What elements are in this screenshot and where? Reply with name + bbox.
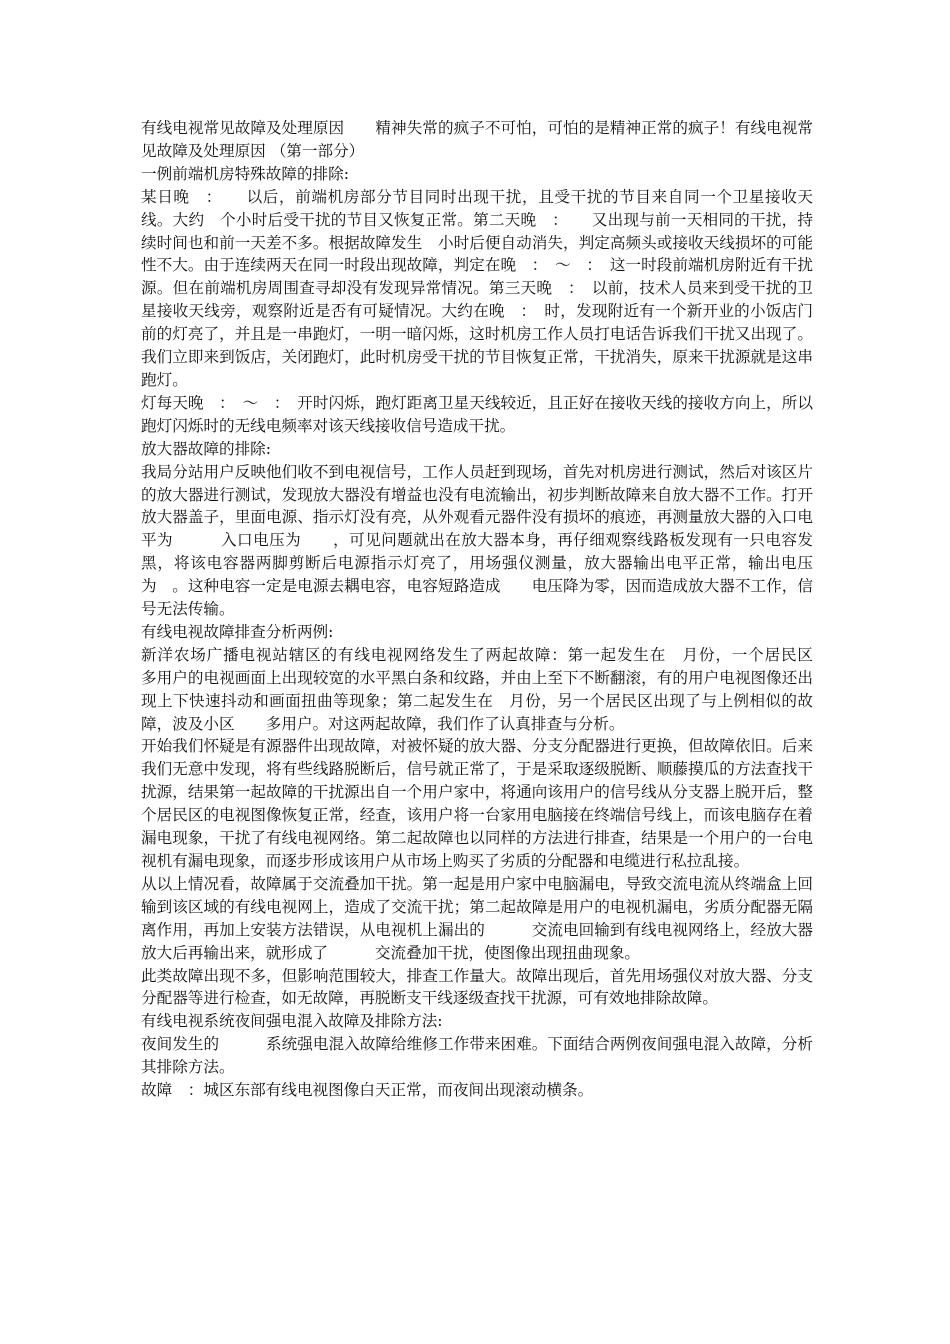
document-page	[141, 117, 845, 1102]
section-heading-front-end-fault: 一例前端机房特殊故障的排除:	[141, 164, 349, 183]
body-paragraph: 新洋农场广播电视站辖区的有线电视网络发生了两起故障：第一起发生在 月份，一个居民区 多用户的电视画面上出现较宽的水平黑白条和纹路，并由上至下不断翻滚，有的用户电视图像还出现上下快速抖动和画面扭曲等现象；第二起发生在 月份，另一个居民区出现了与上例相似的故障，波及小区 多用户。对这两起故障，我们作了认真排查与分析。	[141, 645, 845, 733]
body-paragraph: 灯每天晚 ： ～ ： 开时闪烁，跑灯距离卫星天线较近，且正好在接收天线的接收方向上，所以跑灯闪烁时的无线电频率对该天线接收信号造成干扰。	[141, 393, 813, 435]
body-paragraph: 从以上情况看，故障属于交流叠加干扰。第一起是用户家中电脑漏电，导致交流电流从终端盒上回输到该区域的有线电视网上，造成了交流干扰；第二起故障是用户的电视机漏电，劣质分配器无隔离作用，再加上安装方法错误，从电视机上漏出的 交流电回输到有线电视网络上，经放大器放大后再输出来，就形成了 交流叠加干扰，使图像出现扭曲现象。	[141, 874, 813, 962]
section-heading-amplifier-fault: 放大器故障的排除:	[141, 439, 272, 458]
body-paragraph: 故障 ：城区东部有线电视图像白天正常，而夜间出现滚动横条。	[141, 1081, 594, 1100]
body-paragraph: 开始我们怀疑是有源器件出现故障，对被怀疑的放大器、分支分配器进行更换，但故障依旧。后来我们无意中发现，将有些线路脱断后，信号就正常了，于是采取逐级脱断、顺藤摸瓜的方法查找干扰源，结果第一起故障的干扰源出自一个用户家中，将通向该用户的信号线从分支器上脱开后，整个居民区的电视图像恢复正常，经查，该用户将一台家用电脑接在终端信号线上，而该电脑存在着漏电现象，干扰了有线电视网络。第二起故障也以同样的方法进行排查，结果是一个用户的一台电视机有漏电现象，而逐步形成该用户从市场上购买了劣质的分配器和电缆进行私拉乱接。	[141, 737, 813, 870]
body-paragraph: 我局分站用户反映他们收不到电视信号，工作人员赶到现场，首先对机房进行测试，然后对该区片的放大器进行测试，发现放大器没有增益也没有电流输出，初步判断故障来自放大器不工作。打开放大器盖子，里面电源、指示灯没有亮，从外观看元器件没有损坏的痕迹，再测量放大器的入口电平为 入口电压为 ，可见问题就出在放大器本身，再仔细观察线路板发现有一只电容发黑，将该电容器两脚剪断后电源指示灯亮了，用场强仪测量，放大器输出电平正常，输出电压为 。这种电容一定是电源去耦电容，电容短路造成 电压降为零，因而造成放大器不工作，信号无法传输。	[141, 462, 813, 619]
document-title-paragraph: 有线电视常见故障及处理原因 精神失常的疯子不可怕，可怕的是精神正常的疯子！有线电视常见故障及处理原因 （第一部分）	[141, 119, 813, 160]
section-heading-two-cases: 有线电视故障排查分析两例:	[141, 622, 334, 641]
section-heading-night-interference: 有线电视系统夜间强电混入故障及排除方法:	[141, 1012, 443, 1031]
body-paragraph: 夜间发生的 系统强电混入故障给维修工作带来困难。下面结合两例夜间强电混入故障，分析其排除方法。	[141, 1035, 813, 1077]
body-paragraph: 此类故障出现不多，但影响范围较大，排查工作量大。故障出现后，首先用场强仪对放大器、分支分配器等进行检查，如无故障，再脱断支干线逐级查找干扰源，可有效地排除故障。	[141, 966, 813, 1008]
body-paragraph: 某日晚 ： 以后，前端机房部分节目同时出现干扰，且受干扰的节目来自同一个卫星接收天线。大约 个小时后受干扰的节目又恢复正常。第二天晚 ： 又出现与前一天相同的干扰，持续时间也和前一天差不多。根据故障发生 小时后便自动消失，判定高频头或接收天线损坏的可能性不大。由于连续两天在同一时段出现故障，判定在晚 ： ～ ： 这一时段前端机房附近有干扰源。但在前端机房周围查寻却没有发现异常情况。第三天晚 ： 以前，技术人员来到受干扰的卫星接收天线旁，观察附近是否有可疑情况。大约在晚 ： 时，发现附近有一个新开业的小饭店门前的灯亮了，并且是一串跑灯，一明一暗闪烁，这时机房工作人员打电话告诉我们干扰又出现了。我们立即来到饭店，关闭跑灯，此时机房受干扰的节目恢复正常，干扰消失，原来干扰源就是这串跑灯。	[141, 187, 813, 389]
